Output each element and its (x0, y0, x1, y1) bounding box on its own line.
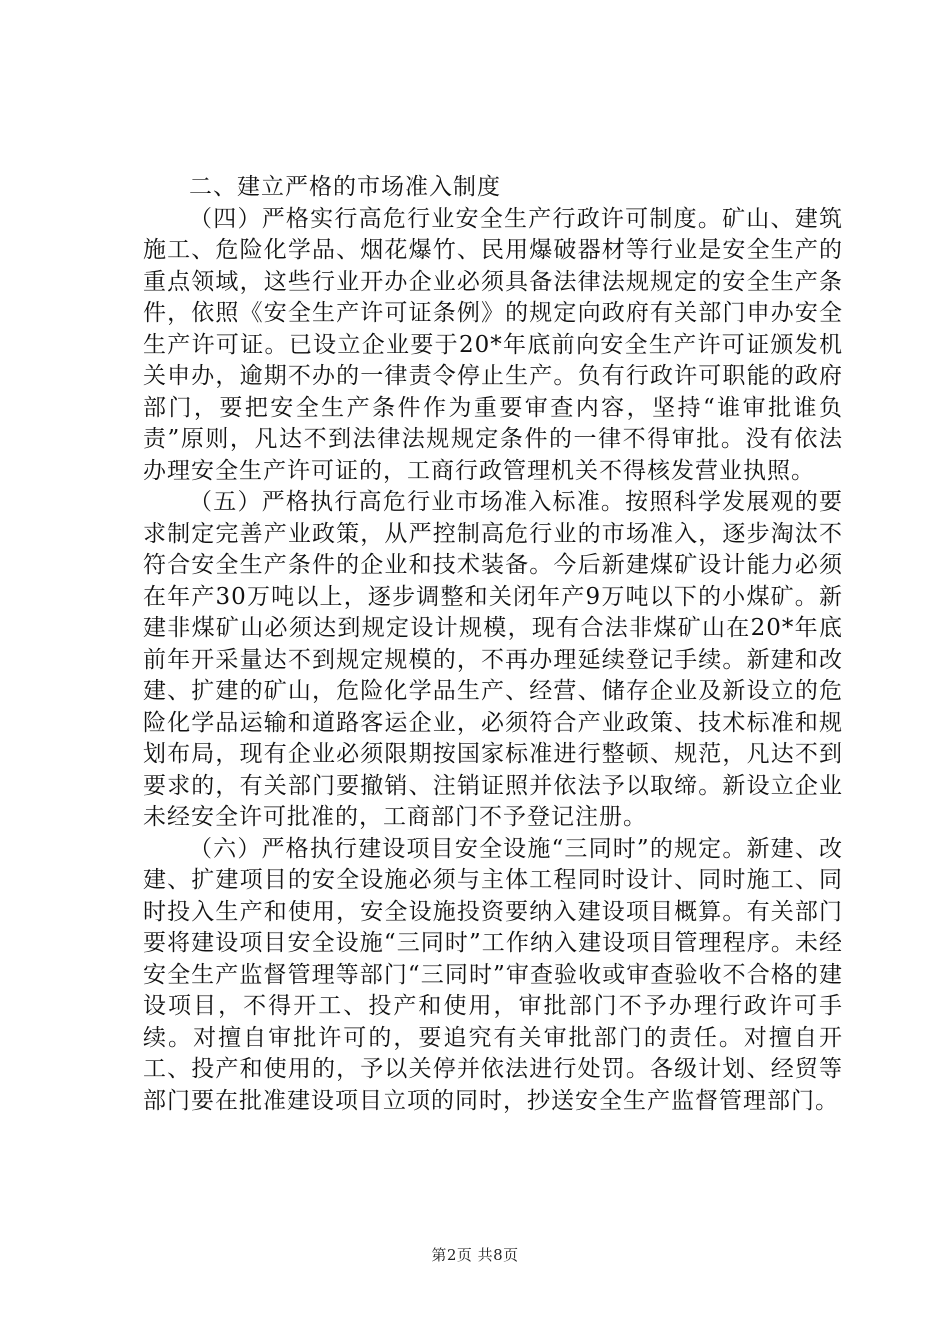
page-number-footer: 第2页 共8页 (431, 1246, 519, 1264)
section-heading: 二、建立严格的市场准入制度 (189, 174, 501, 200)
paragraph-5: （五）严格执行高危行业市场准入标准。按照科学发展观的要求制定完善产业政策，从严控制高危行业的市场准入，逐步淘汰不符合安全生产条件的企业和技术装备。今后新建煤矿设计能力必须在年产30万吨以上，逐步调整和关闭年产9万吨以下的小煤矿。新建非煤矿山必须达到规定设计规模，现有合法非煤矿山在20*年底前年开采量达不到规定规模的，不再办理延续登记手续。新建和改建、扩建的矿山，危险化学品生产、经营、储存企业及新设立的危险化学品运输和道路客运企业，必须符合产业政策、技术标准和规划布局，现有企业必须限期按国家标准进行整顿、规范，凡达不到要求的，有关部门要撤销、注销证照并依法予以取缔。新设立企业未经安全许可批准的，工商部门不予登记注册。 (143, 489, 843, 830)
paragraph-6: （六）严格执行建设项目安全设施“三同时”的规定。新建、改建、扩建项目的安全设施必须与主体工程同时设计、同时施工、同时投入生产和使用，安全设施投资要纳入建设项目概算。有关部门要将建设项目安全设施“三同时”工作纳入建设项目管理程序。未经安全生产监督管理等部门“三同时”审查验收或审查验收不合格的建设项目，不得开工、投产和使用，审批部门不予办理行政许可手续。对擅自审批许可的，要追究有关审批部门的责任。对擅自开工、投产和使用的，予以关停并依法进行处罚。各级计划、经贸等部门要在批准建设项目立项的同时，抄送安全生产监督管理部门。 (143, 835, 843, 1114)
paragraph-4: （四）严格实行高危行业安全生产行政许可制度。矿山、建筑施工、危险化学品、烟花爆竹、民用爆破器材等行业是安全生产的重点领域，这些行业开办企业必须具备法律法规规定的安全生产条件，依照《安全生产许可证条例》的规定向政府有关部门申办安全生产许可证。已设立企业要于20*年底前向安全生产许可证颁发机关申办，逾期不办的一律责令停止生产。负有行政许可职能的政府部门，要把安全生产条件作为重要审查内容，坚持“谁审批谁负责”原则，凡达不到法律法规规定条件的一律不得审批。没有依法办理安全生产许可证的，工商行政管理机关不得核发营业执照。 (143, 205, 843, 484)
document-body (143, 172, 843, 1117)
